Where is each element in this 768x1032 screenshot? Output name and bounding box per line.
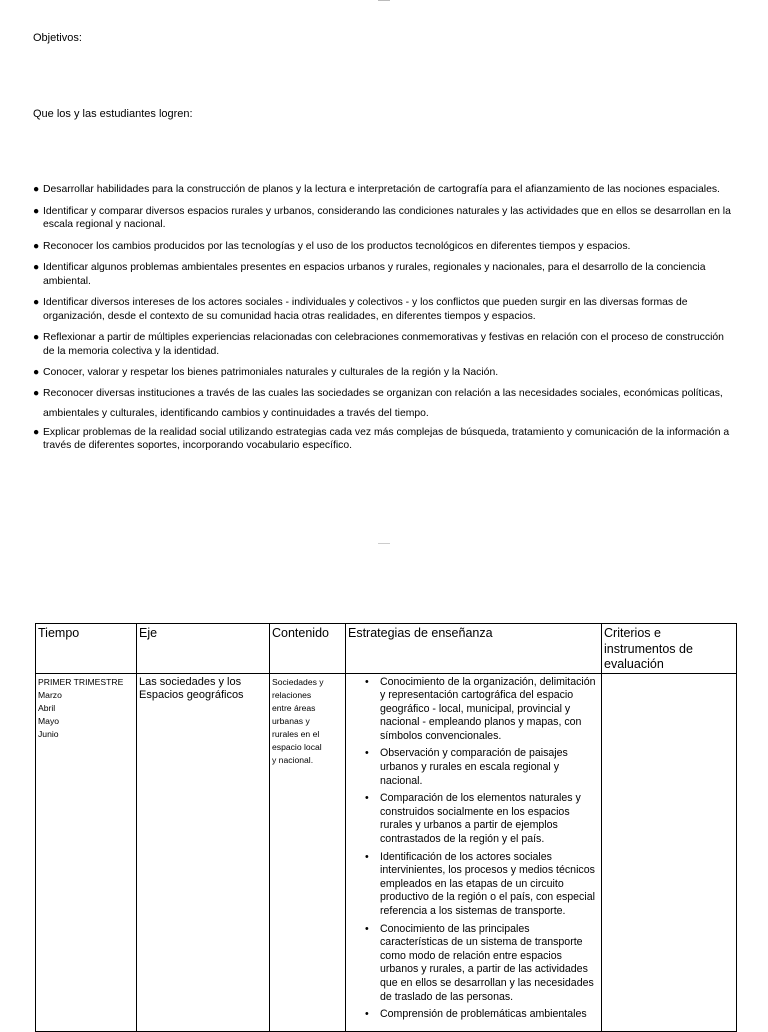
bullet-icon: •	[365, 1008, 369, 1021]
bullet-icon: ●	[33, 367, 40, 378]
list-item: ● Explicar problemas de la realidad social utilizando estrategias cada vez más complejas de búsqueda, tratamiento y comunicación de la información a través de diferentes soportes, incorporando vocabulario específico.	[33, 426, 730, 451]
bullet-icon: ●	[33, 240, 40, 252]
bullet-icon: ●	[33, 262, 40, 273]
list-item: • Conocimiento de la organización, delimitación y representación cartográfica del espacio geográfico - local, municipal, provincial y nacional - empleando planos y mapas, con símbolos convencionales.	[365, 675, 596, 742]
list-item: ● Conocer, valorar y respetar los bienes patrimoniales naturales y culturales de la región y la Nación.	[33, 367, 499, 378]
list-item: ● Identificar diversos intereses de los actores sociales - individuales y colectivos - y los conflictos que pueden surgir en las diversas formas de organización, desde el contexto de su comunidad hacia otras realidades, en diferentes tiempos y espacios.	[33, 297, 688, 322]
list-item: ● Identificar algunos problemas ambientales presentes en espacios urbanos y rurales, regionales y nacionales, para el desarrollo de la conciencia ambiental.	[33, 262, 706, 287]
list-item: • Conocimiento de las principales características de un sistema de transporte como modo de relación entre espacios urbanos y rurales, a partir de las actividades que en ellos se desarrollan y las necesidades de traslado de las personas.	[365, 922, 594, 1003]
list-item: ● Reflexionar a partir de múltiples experiencias relacionadas con celebraciones conmemorativas y festivas en relación con el proceso de construcción de la memoria colectiva y la identidad.	[33, 332, 724, 357]
bullet-icon: •	[365, 922, 369, 935]
cell-eje: Las sociedades y los Espacios geográficos	[137, 673, 270, 1031]
list-item: ● Desarrollar habilidades para la construcción de planos y la lectura e interpretación de cartografía para el afianzamiento de las nociones espaciales.	[33, 184, 720, 195]
cell-criterios	[602, 673, 737, 1031]
list-item: ● Reconocer diversas instituciones a través de las cuales las sociedades se organizan con relación a las necesidades sociales, económicas políticas, ambientales y culturales, identificando cambios y continuidades a través del tiempo.	[33, 384, 733, 424]
table-header-row	[36, 624, 737, 674]
page-top-marker	[378, 0, 390, 1]
header-tiempo: Tiempo	[36, 624, 137, 674]
bullet-icon: ●	[33, 332, 40, 343]
list-item: • Identificación de los actores sociales intervinientes, los procesos y medios técnicos empleados en las etapas de un circuito productivo de la región o el país, con especial referencia a los sistemas de transporte.	[365, 850, 595, 917]
bullet-icon: ●	[33, 184, 40, 195]
list-item: • Comprensión de problemáticas ambientales	[365, 1008, 587, 1021]
header-eje: Eje	[137, 624, 270, 674]
planning-table	[35, 623, 737, 1032]
students-intro: Que los y las estudiantes logren:	[33, 108, 193, 120]
cell-contenido: Sociedades y relaciones entre áreas urbanas y rurales en el espacio local y nacional.	[270, 673, 346, 1031]
bullet-icon: ●	[33, 205, 40, 217]
cell-estrategias	[346, 673, 602, 1031]
bullet-icon: •	[365, 747, 369, 760]
header-criterios: Criterios e instrumentos de evaluación	[602, 624, 737, 674]
bullet-icon: ●	[33, 387, 40, 399]
page-break-marker	[378, 543, 390, 544]
list-item: • Observación y comparación de paisajes urbanos y rurales en escala regional y nacional.	[365, 747, 568, 787]
objectives-list	[33, 183, 733, 461]
list-item: • Comparación de los elementos naturales y construidos socialmente en los espacios rurales y urbanos a partir de ejemplos contrastados de la región y el país.	[365, 792, 581, 846]
bullet-icon: •	[365, 792, 369, 805]
header-estrategias: Estrategias de enseñanza	[346, 624, 602, 674]
bullet-icon: ●	[33, 297, 40, 308]
header-contenido: Contenido	[270, 624, 346, 674]
strategies-list	[348, 676, 599, 1022]
bullet-icon: ●	[33, 426, 40, 438]
cell-tiempo: PRIMER TRIMESTRE Marzo Abril Mayo Junio	[36, 673, 137, 1031]
list-item: ● Identificar y comparar diversos espacios rurales y urbanos, considerando las condiciones naturales y las actividades que en ellos se desarrollan en la escala regional y nacional.	[33, 205, 731, 230]
list-item: ● Reconocer los cambios producidos por las tecnologías y el uso de los productos tecnológicos en diferentes tiempos y espacios.	[33, 240, 631, 252]
objectives-heading: Objetivos:	[33, 32, 82, 44]
bullet-icon: •	[365, 675, 369, 688]
table-row	[36, 673, 737, 1031]
bullet-icon: •	[365, 850, 369, 863]
